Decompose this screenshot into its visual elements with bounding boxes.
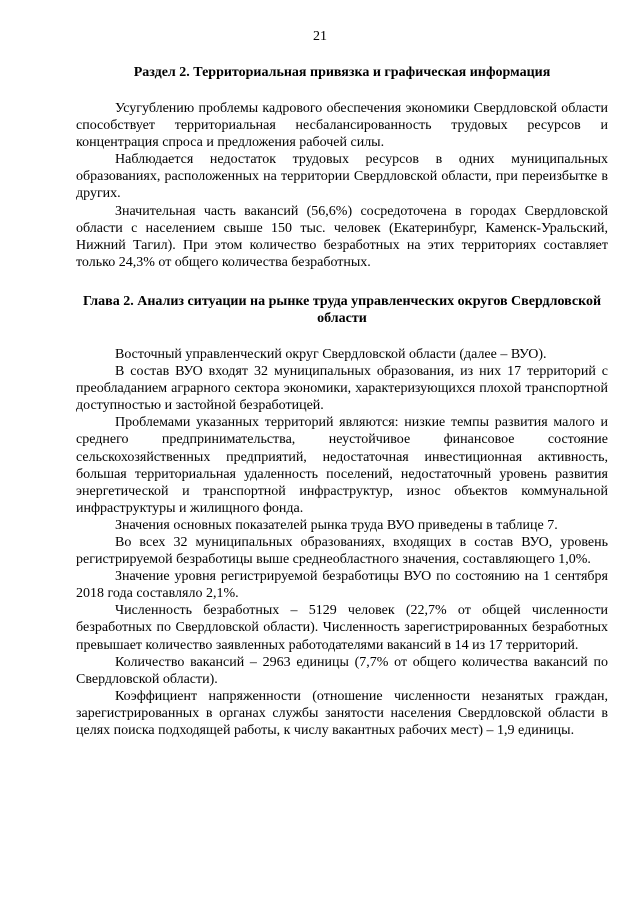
section-paragraph: Усугублению проблемы кадрового обеспечения экономики Свердловской области способствует территориальная несбалансированность трудовых ресурсов и концентрация спроса и предложения рабочей силы.: [76, 101, 608, 151]
chapter-paragraph: Коэффициент напряженности (отношение численности незанятых граждан, зарегистрированных в органах службы занятости населения Свердловской области в целях поиска подходящей работы, к числу вакантных рабочих мест) – 1,9 единицы.: [76, 688, 608, 738]
page-content: [76, 64, 608, 739]
chapter-heading: Глава 2. Анализ ситуации на рынке труда управленческих округов Свердловской области: [82, 293, 602, 326]
section-heading: Раздел 2. Территориальная привязка и графическая информация: [133, 65, 551, 80]
chapter-paragraph: Восточный управленческий округ Свердловской области (далее – ВУО).: [115, 346, 547, 362]
section-paragraph: Наблюдается недостаток трудовых ресурсов в одних муниципальных образованиях, расположенных на территории Свердловской области, при переизбытке в других.: [76, 152, 608, 202]
chapter-paragraph: Значение уровня регистрируемой безработицы ВУО по состоянию на 1 сентября 2018 года составляло 2,1%.: [76, 569, 608, 602]
chapter-paragraph: Проблемами указанных территорий являются: низкие темпы развития малого и среднего предпринимательства, неустойчивое финансовое состояние сельскохозяйственных предприятий, недостаточная инвестиционная активность, большая территориальная удаленность поселений, недостаточный уровень развития энергетической и транспортной инфраструктур, износ объектов коммунальной инфраструктуры и жилищного фонда.: [76, 415, 608, 516]
chapter-paragraph: Количество вакансий – 2963 единицы (7,7% от общего количества вакансий по Свердловской области).: [76, 654, 608, 687]
chapter-paragraph: Во всех 32 муниципальных образованиях, входящих в состав ВУО, уровень регистрируемой безработицы выше среднеобластного значения, составляющего 1,0%.: [76, 534, 608, 568]
page-number: 21: [313, 29, 327, 44]
chapter-paragraph: В состав ВУО входят 32 муниципальных образования, из них 17 территорий с преобладанием аграрного сектора экономики, характеризующихся плохой транспортной доступностью и застойной безработицей.: [76, 364, 608, 414]
chapter-paragraph: Значения основных показателей рынка труда ВУО приведены в таблице 7.: [115, 517, 558, 533]
chapter-paragraph: Численность безработных – 5129 человек (22,7% от общей численности безработных по Свердловской области). Численность зарегистрированных безработных превышает количество заявленных работодателями вакансий в 14 из 17 территорий.: [76, 603, 608, 653]
section-paragraph: Значительная часть вакансий (56,6%) сосредоточена в городах Свердловской области с населением свыше 150 тыс. человек (Екатеринбург, Каменск-Уральский, Нижний Тагил). При этом количество безработных на этих территориях составляет только 24,3% от общего количества безработных.: [76, 203, 608, 270]
